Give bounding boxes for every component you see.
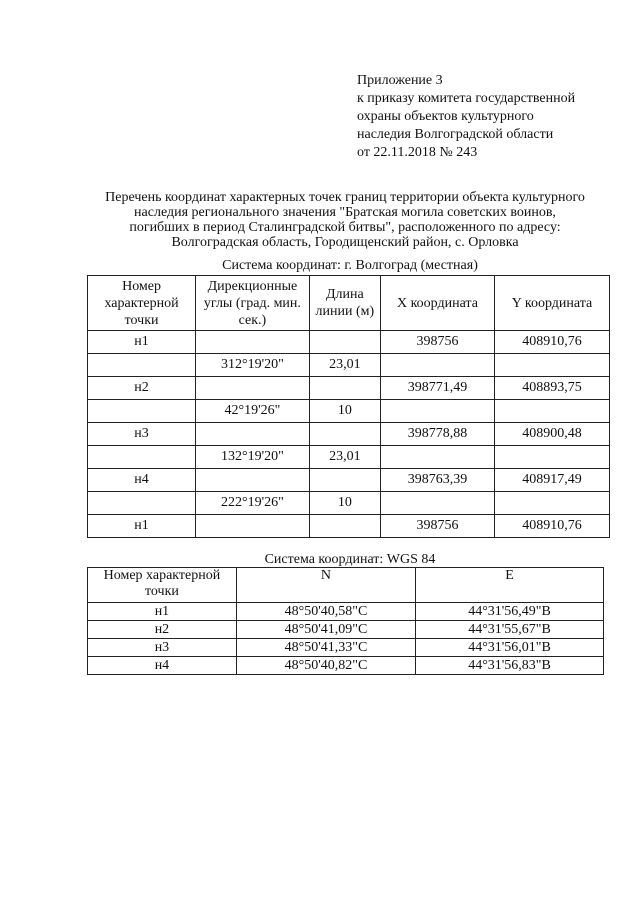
length-cell [309,515,380,538]
header-latitude: N [236,568,415,603]
x-cell: 398756 [380,331,494,354]
point-cell [88,400,196,423]
angle-cell [196,469,310,492]
table-header-row [88,276,610,331]
point-cell: н1 [88,603,237,621]
header-y-coordinate: Y координата [495,276,610,331]
document-title [60,190,630,250]
longitude-cell: 44°31'56,83"В [416,657,604,675]
length-cell [309,469,380,492]
table-row [88,639,604,657]
table-row [88,515,610,538]
point-cell: н1 [88,515,196,538]
table-row [88,331,610,354]
latitude-cell: 48°50'41,33"С [236,639,415,657]
y-cell: 408900,48 [495,423,610,446]
table-row [88,446,610,469]
table-header-row [88,568,604,603]
length-cell: 23,01 [309,446,380,469]
point-cell: н2 [88,621,237,639]
longitude-cell: 44°31'55,67"В [416,621,604,639]
appendix-line: наследия Волгоградской области [357,127,554,142]
local-coordinates-table [87,275,610,538]
length-cell: 23,01 [309,354,380,377]
table-row [88,603,604,621]
point-cell: н1 [88,331,196,354]
length-cell: 10 [309,400,380,423]
header-line-length: Длина линии (м) [309,276,380,331]
angle-cell: 312°19'20" [196,354,310,377]
appendix-line: Приложение 3 [357,73,443,88]
angle-cell [196,515,310,538]
table-row [88,354,610,377]
header-direction-angles: Дирекционные углы (град. мин. сек.) [196,276,310,331]
table-row [88,492,610,515]
length-cell [309,377,380,400]
title-line: погибших в период Сталинградской битвы", расположенного по адресу: [129,220,561,235]
point-cell: н4 [88,657,237,675]
point-cell: н2 [88,377,196,400]
wgs84-coordinates-table [87,567,604,675]
y-cell: 408910,76 [495,515,610,538]
angle-cell [196,423,310,446]
local-coords-caption: Система координат: г. Волгоград (местная) [222,258,478,273]
longitude-cell: 44°31'56,49"В [416,603,604,621]
point-cell [88,354,196,377]
table-row [88,400,610,423]
length-cell [309,331,380,354]
point-cell: н4 [88,469,196,492]
length-cell: 10 [309,492,380,515]
point-cell: н3 [88,423,196,446]
y-cell: 408917,49 [495,469,610,492]
angle-cell: 222°19'26" [196,492,310,515]
angle-cell: 132°19'20" [196,446,310,469]
table-row [88,657,604,675]
longitude-cell: 44°31'56,01"В [416,639,604,657]
table-row [88,377,610,400]
x-cell: 398756 [380,515,494,538]
title-line: Перечень координат характерных точек границ территории объекта культурного [105,190,585,205]
x-cell: 398771,49 [380,377,494,400]
latitude-cell: 48°50'41,09"С [236,621,415,639]
angle-cell [196,331,310,354]
y-cell [495,446,610,469]
y-cell [495,400,610,423]
header-point-number: Номер характерной точки [88,276,196,331]
angle-cell [196,377,310,400]
length-cell [309,423,380,446]
header-longitude: E [416,568,604,603]
appendix-line: от 22.11.2018 № 243 [357,145,478,160]
header-x-coordinate: X координата [380,276,494,331]
y-cell [495,492,610,515]
appendix-header [357,72,627,162]
y-cell [495,354,610,377]
x-cell [380,446,494,469]
x-cell [380,492,494,515]
latitude-cell: 48°50'40,82"С [236,657,415,675]
title-line: наследия регионального значения "Братская могила советских воинов, [134,205,556,220]
point-cell [88,492,196,515]
wgs84-caption: Система координат: WGS 84 [264,552,436,567]
appendix-line: к приказу комитета государственной [357,91,576,106]
y-cell: 408910,76 [495,331,610,354]
appendix-line: охраны объектов культурного [357,109,534,124]
point-cell: н3 [88,639,237,657]
point-cell [88,446,196,469]
x-cell: 398778,88 [380,423,494,446]
y-cell: 408893,75 [495,377,610,400]
x-cell [380,400,494,423]
table-row [88,469,610,492]
title-line: Волгоградская область, Городищенский район, с. Орловка [171,235,519,250]
header-point-number: Номер характерной точки [88,568,237,603]
x-cell [380,354,494,377]
table-row [88,621,604,639]
latitude-cell: 48°50'40,58"С [236,603,415,621]
table-row [88,423,610,446]
angle-cell: 42°19'26" [196,400,310,423]
x-cell: 398763,39 [380,469,494,492]
